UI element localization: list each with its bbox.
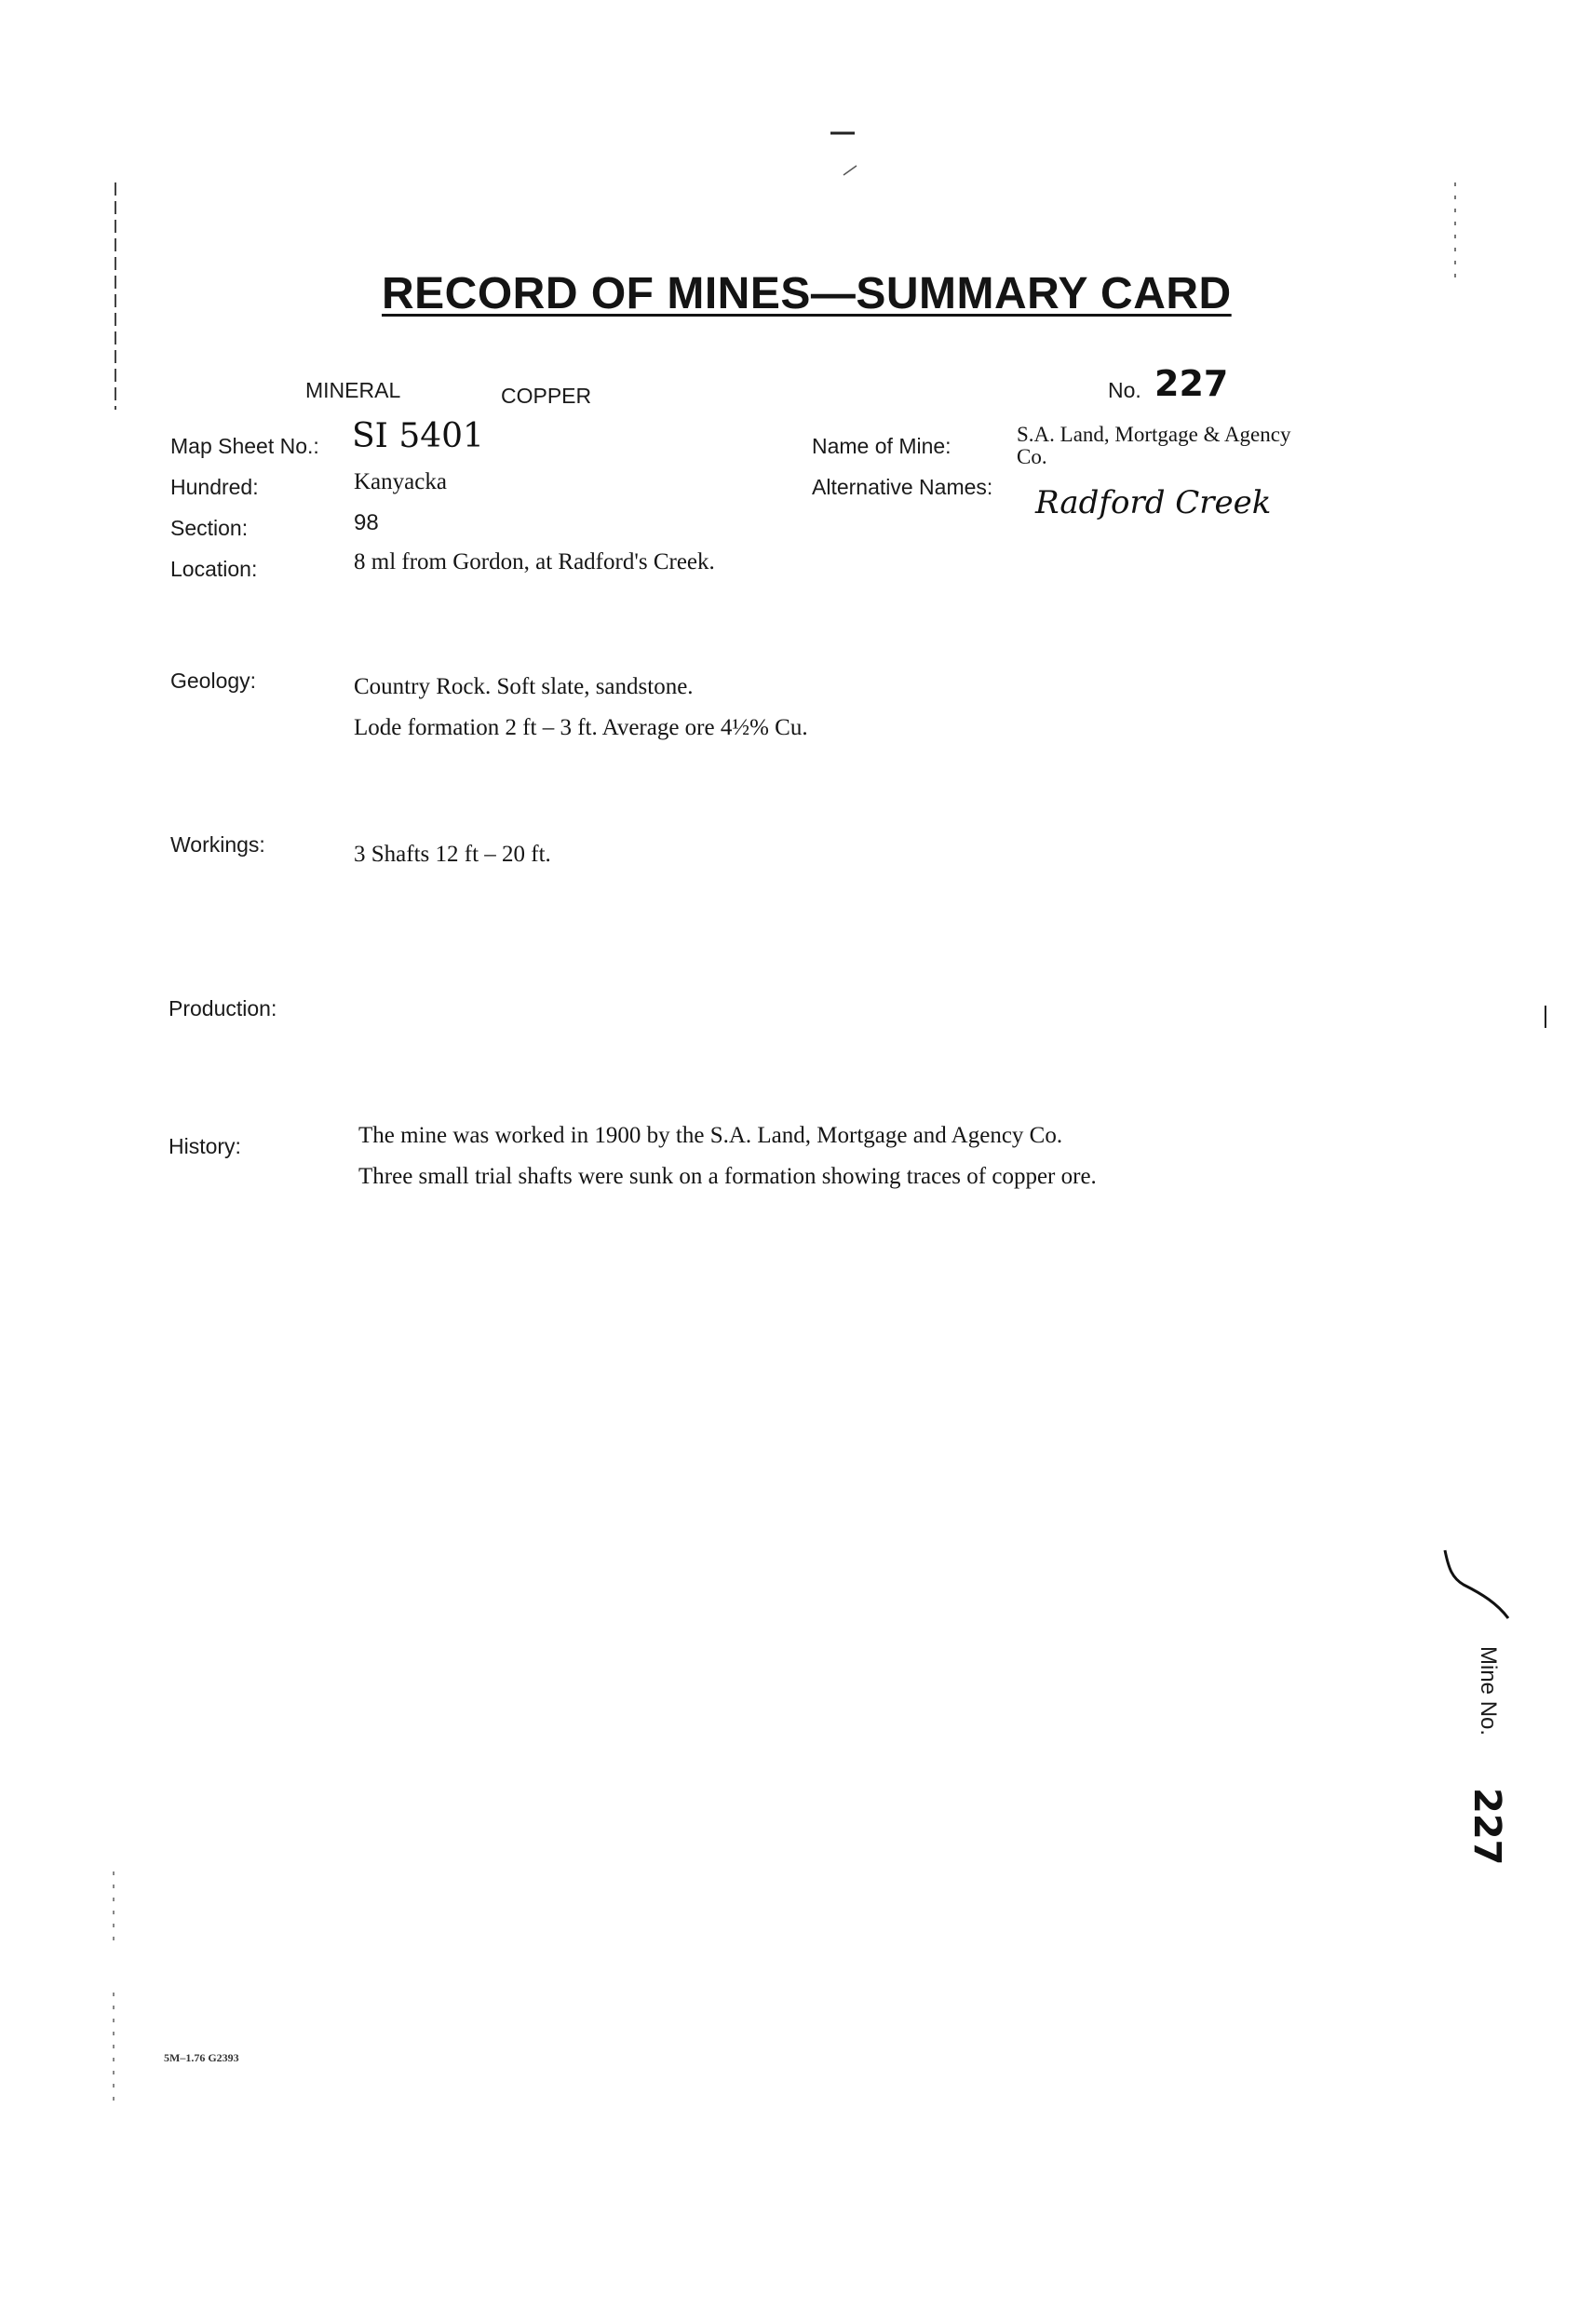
history-line2: Three small trial shafts were sunk on a formation showing traces of copper ore. xyxy=(358,1164,1097,1189)
card-title: RECORD OF MINES—SUMMARY CARD xyxy=(382,269,1232,318)
hundred-label: Hundred: xyxy=(170,475,259,499)
map-sheet-label: Map Sheet No.: xyxy=(170,434,319,458)
mineral-value: COPPER xyxy=(501,384,592,408)
geology-label: Geology: xyxy=(170,669,257,693)
hundred-value: Kanyacka xyxy=(354,469,447,494)
side-tab-mine-number: 227 xyxy=(1465,1788,1508,1866)
section-label: Section: xyxy=(170,516,249,540)
workings-label: Workings: xyxy=(170,832,265,857)
geology-line1: Country Rock. Soft slate, sandstone. xyxy=(354,674,694,699)
location-label: Location: xyxy=(170,557,258,581)
production-label: Production: xyxy=(169,996,277,1020)
section-value: 98 xyxy=(354,510,379,535)
alternative-names-value: Radford Creek xyxy=(1035,484,1272,521)
card-number-value: 227 xyxy=(1154,363,1229,404)
location-value: 8 ml from Gordon, at Radford's Creek. xyxy=(354,549,715,574)
name-of-mine-label: Name of Mine: xyxy=(812,434,951,458)
map-sheet-value: SI 5401 xyxy=(352,417,484,455)
mineral-label: MINERAL xyxy=(305,378,401,402)
card-number-label: No. xyxy=(1108,378,1141,402)
history-line1: The mine was worked in 1900 by the S.A. Land, Mortgage and Agency Co. xyxy=(358,1123,1063,1148)
history-label: History: xyxy=(169,1134,241,1158)
workings-value: 3 Shafts 12 ft – 20 ft. xyxy=(354,842,551,867)
name-of-mine-line1: S.A. Land, Mortgage & Agency xyxy=(1017,423,1291,446)
footer-print-code: 5M–1.76 G2393 xyxy=(164,2051,239,2064)
alternative-names-label: Alternative Names: xyxy=(812,475,993,499)
name-of-mine-line2: Co. xyxy=(1017,445,1047,468)
side-tab-mine-no-label: Mine No. xyxy=(1476,1646,1501,1736)
geology-line2: Lode formation 2 ft – 3 ft. Average ore 4½% Cu. xyxy=(354,715,808,740)
